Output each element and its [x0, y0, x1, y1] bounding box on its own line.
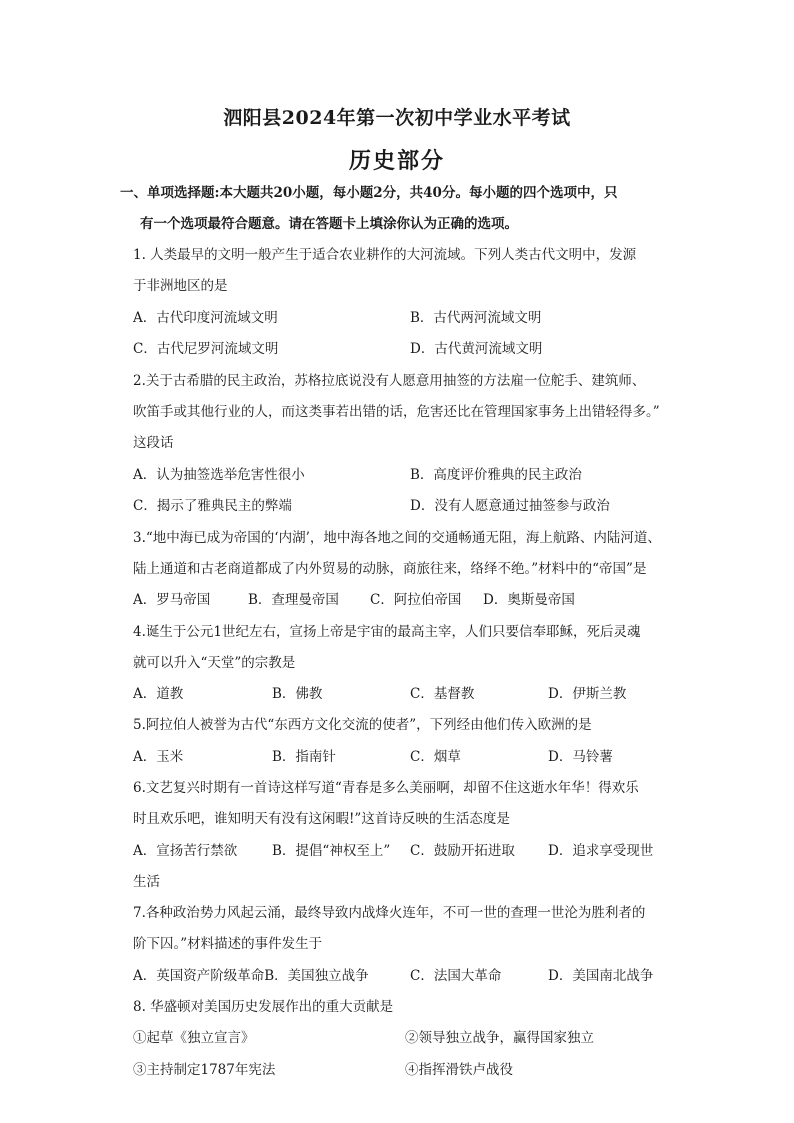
question-8-item-1: ①起草《独立宣言》: [133, 1030, 255, 1046]
question-5-option-c: C．烟草: [410, 749, 461, 765]
exam-subtitle: 历史部分: [348, 148, 445, 174]
question-4-stem: 4.诞生于公元1世纪左右，宣扬上帝是宇宙的最高主宰，人们只要信奉耶稣，死后灵魂: [133, 624, 641, 640]
question-5-option-d: D．马铃薯: [548, 749, 613, 765]
question-8-stem: 8. 华盛顿对美国历史发展作出的重大贡献是: [133, 999, 394, 1015]
question-6-option-c: C．鼓励开拓进取: [410, 843, 515, 859]
question-1-option-a: A．古代印度河流域文明: [133, 310, 278, 326]
question-4-stem-cont: 就可以升入“天堂”的宗教是: [133, 655, 296, 671]
question-6-option-d: D．追求享受现世: [548, 843, 654, 859]
question-1-option-b: B．古代两河流域文明: [410, 310, 542, 326]
question-8-item-2: ②领导独立战争，赢得国家独立: [405, 1030, 594, 1046]
question-4-option-c: C．基督教: [410, 686, 475, 702]
question-6-stem-cont: 时且欢乐吧，谁知明天有没有这闲暇!”这首诗反映的生活态度是: [133, 811, 510, 827]
question-2-option-a: A．认为抽签选举危害性很小: [133, 467, 305, 483]
section-heading-cont: 有一个选项最符合题意。请在答题卡上填涂你认为正确的选项。: [140, 216, 518, 232]
question-1-stem-cont: 于非洲地区的是: [133, 278, 228, 294]
question-6-stem: 6.文艺复兴时期有一首诗这样写道“青春是多么美丽啊，却留不住这逝水年华！得欢乐: [133, 780, 639, 796]
question-3-stem-cont: 陆上通道和古老商道都成了内外贸易的动脉，商旅往来，络绎不绝。”材料中的“帝国”是: [133, 561, 647, 577]
question-6-option-d-cont: 生活: [133, 874, 160, 890]
question-7-option-d: D．美国南北战争: [548, 968, 654, 984]
question-6-option-a: A．宣扬苦行禁欲: [133, 843, 238, 859]
question-8-item-4: ④指挥滑铁卢战役: [405, 1062, 513, 1078]
question-2-option-b: B．高度评价雅典的民主政治: [410, 467, 582, 483]
question-3-option-d: D．奥斯曼帝国: [483, 592, 575, 608]
question-4-option-a: A．道教: [133, 686, 184, 702]
question-1-option-c: C．古代尼罗河流域文明: [133, 341, 279, 357]
question-7-option-c: C．法国大革命: [410, 968, 502, 984]
question-2-option-c: C．揭示了雅典民主的弊端: [133, 498, 292, 514]
question-4-option-b: B．佛教: [272, 686, 323, 702]
section-heading: 一、单项选择题:本大题共20小题，每小题2分，共40分。每小题的四个选项中，只: [120, 185, 618, 201]
question-4-option-d: D．伊斯兰教: [548, 686, 627, 702]
question-5-option-b: B．指南针: [272, 749, 336, 765]
question-2-stem-cont: 吹笛手或其他行业的人，而这类事若出错的话，危害还比在管理国家事务上出错轻得多。”: [133, 404, 660, 420]
question-7-stem-cont: 阶下囚。”材料描述的事件发生于: [133, 936, 323, 952]
question-1-stem: 1. 人类最早的文明一般产生于适合农业耕作的大河流域。下列人类古代文明中，发源: [133, 247, 637, 263]
question-8-item-3: ③主持制定1787年宪法: [133, 1062, 276, 1078]
question-2-stem-cont2: 这段话: [133, 435, 174, 451]
question-3-stem: 3.“地中海已成为帝国的‘内湖’，地中海各地之间的交通畅通无阻，海上航路、内陆河道、: [133, 530, 661, 546]
question-7-option-ab: A．英国资产阶级革命B．美国独立战争: [133, 968, 369, 984]
question-7-stem: 7.各种政治势力风起云涌，最终导致内战烽火连年，不可一世的查理一世沦为胜利者的: [133, 905, 646, 921]
question-2-stem: 2.关于古希腊的民主政治，苏格拉底说没有人愿意用抽签的方法雇一位舵手、建筑师、: [133, 373, 646, 389]
question-3-option-c: C．阿拉伯帝国: [370, 592, 462, 608]
question-5-stem: 5.阿拉伯人被誉为古代“东西方文化交流的使者”，下列经由他们传入欧洲的是: [133, 717, 592, 733]
question-1-option-d: D．古代黄河流域文明: [410, 341, 543, 357]
exam-title: 泗阳县2024年第一次初中学业水平考试: [223, 107, 571, 129]
question-2-option-d: D．没有人愿意通过抽签参与政治: [410, 498, 610, 514]
question-3-option-a: A．罗马帝国: [133, 592, 211, 608]
question-3-option-b: B．查理曼帝国: [248, 592, 339, 608]
question-5-option-a: A．玉米: [133, 749, 184, 765]
question-6-option-b: B．提倡“神权至上”: [272, 843, 391, 859]
